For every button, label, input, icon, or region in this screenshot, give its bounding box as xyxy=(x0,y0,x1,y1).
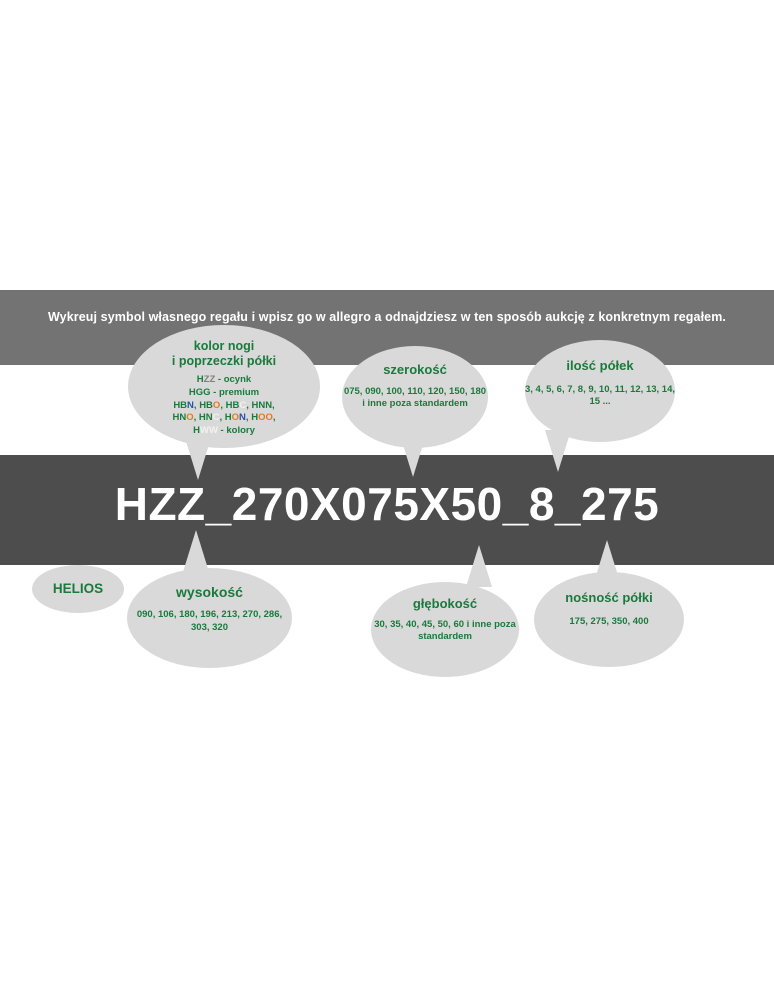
kolor-line-2: HGG - premium xyxy=(188,386,260,398)
bubble-nosnosc-polki-title: nośność półki xyxy=(565,590,653,605)
bubble-wysokosc xyxy=(127,568,292,668)
bubble-ilosc-polek-title: ilość półek xyxy=(566,358,634,373)
bubble-wysokosc-body: 090, 106, 180, 196, 213, 270, 286, 303, 320 xyxy=(136,608,283,633)
bubble-kolor-nogi-codes xyxy=(128,374,320,438)
bubble-tail-wysokosc xyxy=(183,530,209,572)
product-code: HZZ_270X075X50_8_275 xyxy=(114,478,660,530)
product-code-diagram xyxy=(0,290,774,700)
bubble-brand-helios-title: HELIOS xyxy=(52,580,104,596)
bubble-kolor-nogi-title-line2: i poprzeczki półki xyxy=(171,354,277,368)
kolor-line-1: HZZ - ocynk xyxy=(196,374,252,385)
bubble-szerokosc-title: szerokość xyxy=(383,362,447,377)
bubble-szerokosc xyxy=(342,346,488,448)
bubble-kolor-nogi-title-line1: kolor nogi xyxy=(193,339,255,353)
bubble-tail-glebokosc xyxy=(466,545,492,587)
bubble-wysokosc-title: wysokość xyxy=(176,584,243,600)
bubble-ilosc-polek-body: 3, 4, 5, 6, 7, 8, 9, 10, 11, 12, 13, 14, 15 ... xyxy=(525,383,676,408)
kolor-line-3: HBN, HBO, HBC, HNN, xyxy=(173,399,275,411)
instruction-text: Wykreuj symbol własnego regału i wpisz go w allegro a odnajdziesz w ten sposób aukcję z konkretnym regałem. xyxy=(47,310,726,324)
kolor-line-4: HNO, HNC, HON, HOO, xyxy=(172,412,276,424)
bubble-glebokosc xyxy=(371,582,519,677)
bubble-nosnosc-polki-body: 175, 275, 350, 400 xyxy=(569,615,649,627)
bubble-glebokosc-body: 30, 35, 40, 45, 50, 60 i inne poza standardem xyxy=(374,618,516,643)
bubble-kolor-nogi xyxy=(128,325,320,448)
kolor-line-5: HWW - kolory xyxy=(193,425,255,437)
bubble-nosnosc-polki xyxy=(534,572,684,667)
bubble-brand-helios xyxy=(32,565,124,613)
bubble-ilosc-polek xyxy=(525,340,675,442)
bubble-szerokosc-body: 075, 090, 100, 110, 120, 150, 180 i inne poza standardem xyxy=(343,385,487,410)
bubble-glebokosc-title: głębokość xyxy=(412,596,478,611)
